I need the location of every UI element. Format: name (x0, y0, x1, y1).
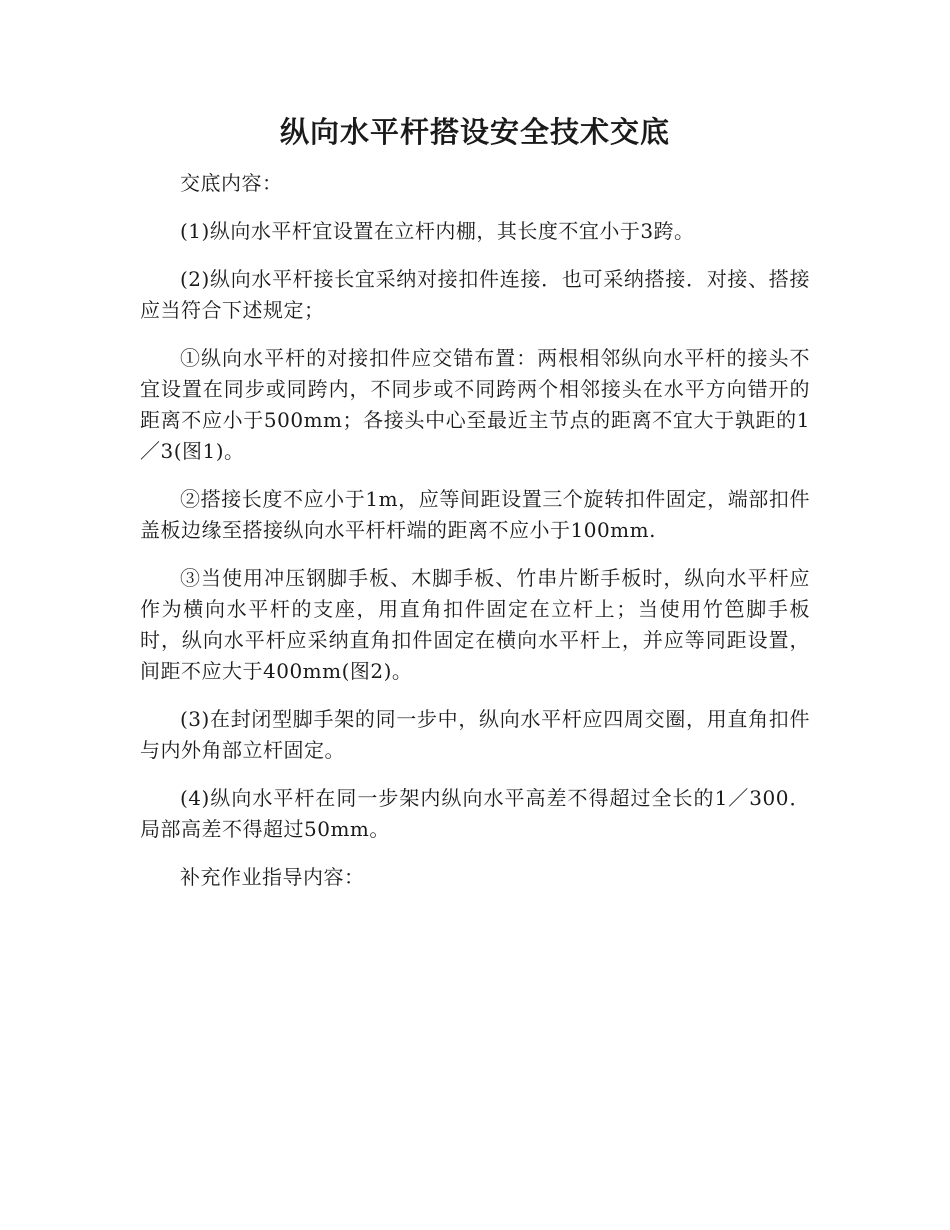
paragraph-item-1: (1)纵向水平杆宜设置在立杆内棚，其长度不宜小于3跨。 (180, 219, 695, 243)
paragraph-subitem-2: ②搭接长度不应小于1m，应等间距设置三个旋转扣件固定，端部扣件盖板边缘至搭接纵向水平杆杆端的距离不应小于100mm. (140, 487, 810, 542)
paragraph-item-3: (3)在封闭型脚手架的同一步中，纵向水平杆应四周交圈，用直角扣件与内外角部立杆固定。 (140, 707, 810, 762)
paragraph-item-2: (2)纵向水平杆接长宜采纳对接扣件连接．也可采纳搭接．对接、搭接应当符合下述规定； (140, 267, 810, 322)
document-title: 纵向水平杆搭设安全技术交底 (279, 115, 670, 149)
paragraph-intro-label: 交底内容： (180, 171, 283, 195)
paragraph-subitem-3: ③当使用冲压钢脚手板、木脚手板、竹串片断手板时，纵向水平杆应作为横向水平杆的支座，用直角扣件固定在立杆上；当使用竹笆脚手板时，纵向水平杆应采纳直角扣件固定在横向水平杆上，并应等同距设置，间距不应大于400mm(图2)。 (140, 566, 810, 683)
paragraph-item-4: (4)纵向水平杆在同一步架内纵向水平高差不得超过全长的1／300．局部高差不得超过50mm。 (140, 786, 810, 841)
paragraph-subitem-1: ①纵向水平杆的对接扣件应交错布置：两根相邻纵向水平杆的接头不宜设置在同步或同跨内，不同步或不同跨两个相邻接头在水平方向错开的距离不应小于500mm；各接头中心至最近主节点的距离不宜大于孰距的1／3(图1)。 (140, 346, 810, 463)
paragraph-supplement-label: 补充作业指导内容： (180, 865, 365, 889)
document-body (140, 168, 810, 910)
